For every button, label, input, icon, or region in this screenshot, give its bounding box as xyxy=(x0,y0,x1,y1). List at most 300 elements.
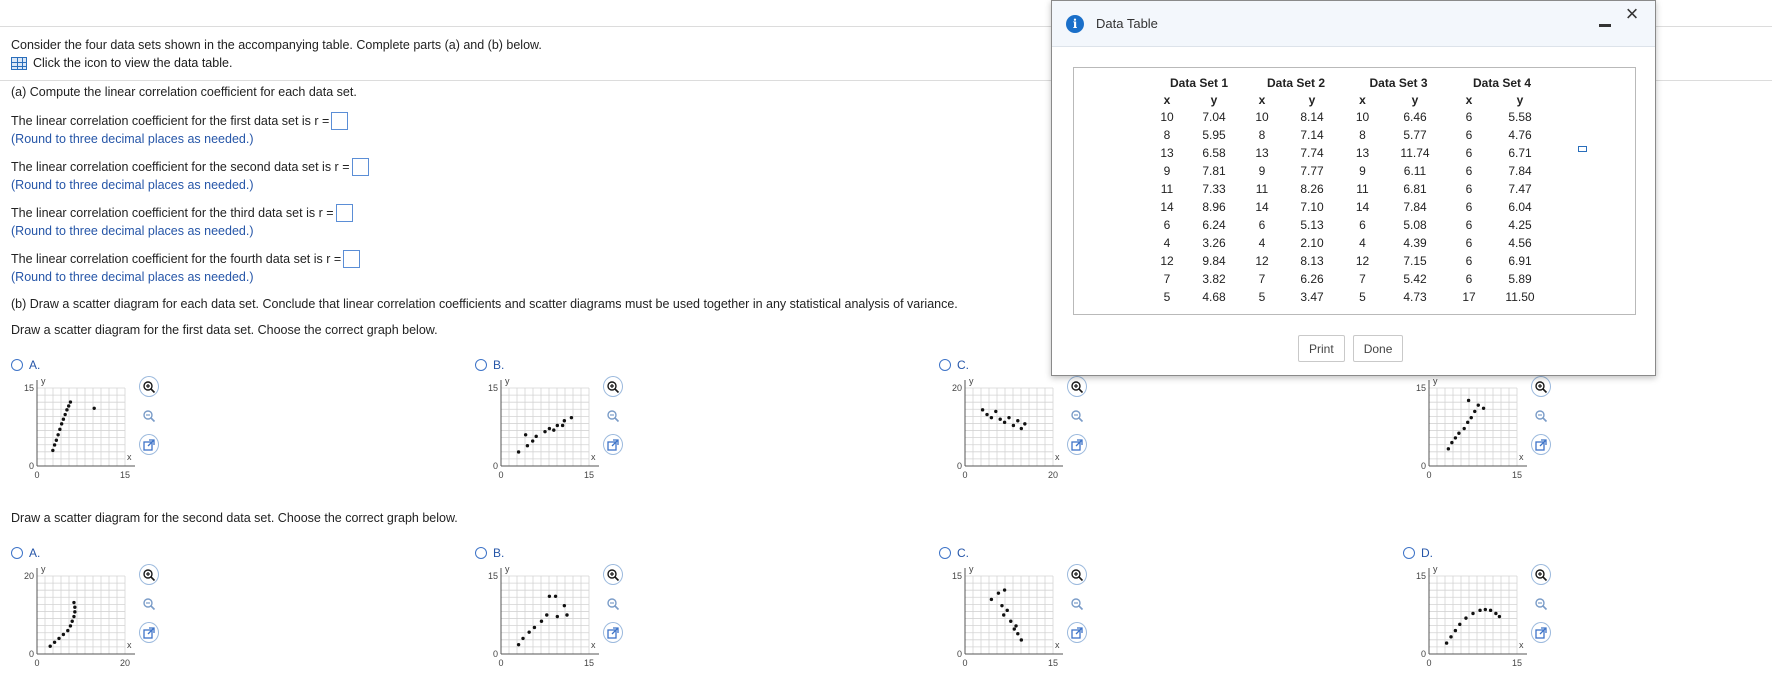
table-cell: 5.89 xyxy=(1508,272,1532,286)
column-header: y xyxy=(1308,92,1316,107)
table-cell: 7.15 xyxy=(1403,254,1427,268)
data-point xyxy=(1014,624,1017,627)
open-graph-button[interactable] xyxy=(603,622,623,643)
answer-input-3[interactable] xyxy=(336,204,353,222)
set-header-row xyxy=(1152,74,1553,91)
y-axis-label: y xyxy=(969,376,974,386)
data-point xyxy=(556,424,559,427)
table-cell: 7.84 xyxy=(1403,200,1427,214)
graph-tools xyxy=(603,376,623,455)
data-point xyxy=(994,410,997,413)
table-cell: 6 xyxy=(1465,182,1473,196)
table-cell: 4 xyxy=(1258,236,1266,250)
table-cell: 11 xyxy=(1356,182,1369,196)
data-point xyxy=(1454,436,1457,439)
x-axis-label: x xyxy=(127,452,132,462)
zoom-in-button[interactable] xyxy=(139,376,159,397)
table-cell: 8.14 xyxy=(1300,110,1324,124)
option-label[interactable] xyxy=(11,546,40,560)
radio-button[interactable] xyxy=(11,547,23,559)
open-external-icon xyxy=(1534,438,1548,452)
y-zero-label: 0 xyxy=(492,461,498,471)
table-cell: 11 xyxy=(1160,182,1174,196)
table-cell: 4.68 xyxy=(1202,290,1226,304)
table-cell: 6 xyxy=(1465,128,1473,142)
option-letter[interactable]: D. xyxy=(1421,546,1433,560)
y-zero-label: 0 xyxy=(956,649,962,659)
table-cell: 11 xyxy=(1255,182,1269,196)
option-label[interactable] xyxy=(11,358,40,372)
hint-3: (Round to three decimal places as needed.) xyxy=(11,224,254,238)
table-row xyxy=(1152,252,1553,270)
graph-tools xyxy=(1531,564,1551,643)
data-point xyxy=(526,444,529,447)
open-graph-button[interactable] xyxy=(1067,622,1087,643)
zoom-in-icon xyxy=(142,568,156,582)
table-cell: 6.71 xyxy=(1508,146,1532,160)
zoom-in-button[interactable] xyxy=(603,564,623,585)
x-max-label: 15 xyxy=(1511,470,1523,480)
set-header: Data Set 4 xyxy=(1472,75,1532,90)
table-cell: 5 xyxy=(1163,290,1171,304)
zoom-out-icon xyxy=(1534,597,1548,611)
column-header: x xyxy=(1258,92,1266,107)
table-cell: 13 xyxy=(1355,146,1370,160)
zoom-in-icon xyxy=(1534,568,1548,582)
option-letter[interactable]: C. xyxy=(957,358,969,372)
table-cell: 8 xyxy=(1258,128,1266,142)
table-icon[interactable] xyxy=(11,57,27,70)
data-point xyxy=(72,601,75,604)
option-label[interactable] xyxy=(475,546,504,560)
graph-option[interactable] xyxy=(1403,546,1524,668)
open-external-icon xyxy=(1070,438,1084,452)
graph-option[interactable] xyxy=(939,546,1060,668)
data-point xyxy=(524,433,527,436)
table-cell: 3.26 xyxy=(1202,236,1226,250)
zoom-in-icon xyxy=(142,380,156,394)
scatter-plot xyxy=(939,564,1079,674)
data-table xyxy=(1152,74,1553,306)
table-cell: 9 xyxy=(1359,164,1366,178)
radio-button[interactable] xyxy=(475,547,487,559)
data-point xyxy=(55,439,58,442)
data-point xyxy=(985,413,988,416)
zoom-in-button[interactable] xyxy=(1067,564,1087,585)
data-point xyxy=(1470,416,1473,419)
graph-tools xyxy=(1067,376,1087,455)
data-point xyxy=(527,630,530,633)
table-cell: 6 xyxy=(1465,164,1473,178)
option-label[interactable] xyxy=(939,358,969,372)
dialog-actions xyxy=(1298,335,1403,362)
open-graph-button[interactable] xyxy=(603,434,623,455)
data-point xyxy=(1003,421,1006,424)
y-axis-label: y xyxy=(41,564,46,574)
x-zero-label: 0 xyxy=(34,658,40,668)
column-header-row xyxy=(1152,91,1553,108)
radio-button[interactable] xyxy=(939,359,951,371)
data-point xyxy=(1484,608,1487,611)
data-point xyxy=(997,591,1000,594)
data-table-dialog xyxy=(1051,0,1656,376)
table-cell: 9 xyxy=(1163,164,1171,178)
zoom-out-icon xyxy=(1070,597,1084,611)
table-cell: 4 xyxy=(1359,236,1366,250)
data-point xyxy=(1012,424,1015,427)
y-zero-label: 0 xyxy=(28,461,34,471)
data-point xyxy=(1489,609,1492,612)
data-point xyxy=(1016,632,1019,635)
graph-option[interactable] xyxy=(939,358,1060,480)
table-cell: 6.58 xyxy=(1202,146,1226,160)
table-cell: 6 xyxy=(1465,236,1473,250)
table-cell: 5.95 xyxy=(1202,128,1226,142)
open-external-icon xyxy=(142,626,156,640)
data-point xyxy=(1450,441,1453,444)
data-point xyxy=(1457,432,1460,435)
data-point xyxy=(540,620,543,623)
table-cell: 5.13 xyxy=(1300,218,1324,232)
zoom-out-icon xyxy=(606,409,620,423)
data-point xyxy=(1020,427,1023,430)
data-point xyxy=(93,407,96,410)
data-point xyxy=(1464,616,1467,619)
data-point xyxy=(62,633,65,636)
data-table-link[interactable] xyxy=(11,54,542,72)
data-point xyxy=(981,408,984,411)
table-cell: 3.47 xyxy=(1300,290,1324,304)
data-point xyxy=(570,416,573,419)
open-graph-button[interactable] xyxy=(139,434,159,455)
data-point xyxy=(535,435,538,438)
data-point xyxy=(1466,421,1469,424)
radio-button[interactable] xyxy=(1403,547,1415,559)
open-graph-button[interactable] xyxy=(1531,434,1551,455)
statement-3: The linear correlation coefficient for the third data set is r = xyxy=(11,206,334,220)
radio-button[interactable] xyxy=(475,359,487,371)
x-axis-label: x xyxy=(591,640,596,650)
data-point xyxy=(1447,447,1450,450)
part-a-item-4 xyxy=(11,250,360,286)
y-max-label: 15 xyxy=(487,383,498,393)
table-cell: 7.47 xyxy=(1508,182,1532,196)
zoom-out-button[interactable] xyxy=(1067,593,1087,614)
data-point xyxy=(1454,629,1457,632)
scatter-plot xyxy=(475,564,615,674)
data-point xyxy=(548,427,551,430)
table-cell: 7.77 xyxy=(1300,164,1324,178)
y-axis-label: y xyxy=(1433,376,1438,386)
open-external-icon xyxy=(1534,626,1548,640)
statement-4: The linear correlation coefficient for the fourth data set is r = xyxy=(11,252,342,266)
data-point xyxy=(565,613,568,616)
data-point xyxy=(1471,612,1474,615)
graph-option[interactable] xyxy=(11,358,132,480)
table-row xyxy=(1152,216,1553,234)
graph-option[interactable] xyxy=(475,358,596,480)
table-cell: 7 xyxy=(1163,272,1171,286)
data-table-frame xyxy=(1073,67,1636,315)
table-cell: 6.24 xyxy=(1202,218,1226,232)
minimize-button[interactable] xyxy=(1597,11,1613,27)
data-point xyxy=(552,428,555,431)
x-axis-label: x xyxy=(1519,452,1524,462)
table-cell: 6 xyxy=(1465,110,1473,124)
radio-button[interactable] xyxy=(11,359,23,371)
question-header xyxy=(11,36,542,72)
table-row xyxy=(1152,126,1553,144)
y-zero-label: 0 xyxy=(956,461,962,471)
dialog-header xyxy=(1052,1,1655,47)
x-axis-label: x xyxy=(1055,452,1060,462)
data-point xyxy=(51,449,54,452)
data-point xyxy=(543,430,546,433)
open-external-icon xyxy=(606,438,620,452)
table-cell: 7.04 xyxy=(1202,110,1226,124)
data-point xyxy=(1007,416,1010,419)
dialog-title: Data Table xyxy=(1096,16,1158,31)
option-letter[interactable]: B. xyxy=(493,358,505,372)
answer-input-4[interactable] xyxy=(343,250,360,268)
table-cell: 6.46 xyxy=(1403,110,1427,124)
data-point xyxy=(1458,623,1461,626)
option-letter[interactable]: A. xyxy=(29,546,41,560)
part-a-heading: (a) Compute the linear correlation coefficient for each data set. xyxy=(11,85,357,99)
x-zero-label: 0 xyxy=(1426,470,1432,480)
table-cell: 6.81 xyxy=(1403,182,1427,196)
table-cell: 6.11 xyxy=(1403,164,1427,178)
table-cell: 7.81 xyxy=(1202,164,1226,178)
data-point xyxy=(56,433,59,436)
copy-table-icon[interactable] xyxy=(1578,146,1587,152)
zoom-in-button[interactable] xyxy=(1531,564,1551,585)
zoom-out-button[interactable] xyxy=(603,593,623,614)
data-point xyxy=(990,416,993,419)
table-cell: 8.13 xyxy=(1300,254,1324,268)
column-header: y xyxy=(1210,92,1218,107)
data-point xyxy=(1016,419,1019,422)
x-max-label: 15 xyxy=(1511,658,1523,668)
table-cell: 6 xyxy=(1359,218,1366,232)
first-graph-prompt: Draw a scatter diagram for the first data set. Choose the correct graph below. xyxy=(11,323,438,337)
part-b-heading: (b) Draw a scatter diagram for each data set. Conclude that linear correlation coefficients and scatter diagrams must be used together in any statistical analysis of variance. xyxy=(11,297,958,311)
column-header: y xyxy=(1411,92,1419,107)
table-cell: 12 xyxy=(1355,254,1370,268)
option-letter[interactable]: A. xyxy=(29,358,41,372)
table-cell: 12 xyxy=(1160,254,1174,268)
table-cell: 5 xyxy=(1258,290,1266,304)
x-axis-label: x xyxy=(1519,640,1524,650)
graph-option[interactable] xyxy=(475,546,596,668)
y-zero-label: 0 xyxy=(28,649,34,659)
table-cell: 8.26 xyxy=(1300,182,1324,196)
y-max-label: 20 xyxy=(23,571,34,581)
zoom-in-icon xyxy=(1070,568,1084,582)
table-cell: 10 xyxy=(1160,110,1174,124)
scatter-plot xyxy=(939,376,1079,486)
print-button[interactable]: Print xyxy=(1298,335,1345,362)
data-point xyxy=(1023,422,1026,425)
data-point xyxy=(548,595,551,598)
table-cell: 2.10 xyxy=(1300,236,1324,250)
data-point xyxy=(563,419,566,422)
answer-input-1[interactable] xyxy=(331,112,348,130)
scatter-plot xyxy=(1403,564,1543,674)
data-point xyxy=(73,606,76,609)
zoom-out-button[interactable] xyxy=(1067,405,1087,426)
table-cell: 6 xyxy=(1258,218,1266,232)
x-axis-label: x xyxy=(127,640,132,650)
table-cell: 6 xyxy=(1465,218,1473,232)
data-point xyxy=(72,615,75,618)
open-external-icon xyxy=(142,438,156,452)
open-graph-button[interactable] xyxy=(139,622,159,643)
data-point xyxy=(1002,613,1005,616)
graph-tools xyxy=(1531,376,1551,455)
data-point xyxy=(57,637,60,640)
zoom-out-icon xyxy=(606,597,620,611)
data-point xyxy=(1020,638,1023,641)
hint-2: (Round to three decimal places as needed.) xyxy=(11,178,254,192)
table-cell: 14 xyxy=(1255,200,1269,214)
y-zero-label: 0 xyxy=(1420,649,1426,659)
data-table-link-label[interactable]: Click the icon to view the data table. xyxy=(33,56,233,70)
graph-tools xyxy=(1067,564,1087,643)
scatter-plot xyxy=(11,564,151,674)
answer-input-2[interactable] xyxy=(352,158,369,176)
close-button[interactable] xyxy=(1622,1,1642,26)
data-point xyxy=(563,604,566,607)
x-zero-label: 0 xyxy=(498,658,504,668)
y-axis-label: y xyxy=(505,376,510,386)
table-row xyxy=(1152,198,1553,216)
zoom-in-button[interactable] xyxy=(1531,376,1551,397)
statement-1: The linear correlation coefficient for the first data set is r = xyxy=(11,114,330,128)
zoom-in-button[interactable] xyxy=(1067,376,1087,397)
graph-tools xyxy=(139,564,159,643)
zoom-in-icon xyxy=(606,568,620,582)
scatter-plot xyxy=(11,376,151,486)
table-cell: 14 xyxy=(1160,200,1174,214)
option-letter[interactable]: C. xyxy=(957,546,969,560)
zoom-in-button[interactable] xyxy=(139,564,159,585)
table-cell: 9 xyxy=(1258,164,1266,178)
table-cell: 6 xyxy=(1465,254,1473,268)
graph-option[interactable] xyxy=(11,546,132,668)
data-point xyxy=(65,408,68,411)
open-graph-button[interactable] xyxy=(1067,434,1087,455)
y-axis-label: y xyxy=(505,564,510,574)
table-cell: 6 xyxy=(1163,218,1171,232)
data-point xyxy=(58,428,61,431)
zoom-in-button[interactable] xyxy=(603,376,623,397)
table-cell: 7.33 xyxy=(1202,182,1226,196)
column-header: y xyxy=(1516,92,1524,107)
open-external-icon xyxy=(1070,626,1084,640)
data-point xyxy=(554,595,557,598)
data-point xyxy=(66,629,69,632)
open-graph-button[interactable] xyxy=(1531,622,1551,643)
zoom-out-icon xyxy=(142,409,156,423)
data-point xyxy=(999,418,1002,421)
zoom-out-button[interactable] xyxy=(1531,593,1551,614)
x-zero-label: 0 xyxy=(498,470,504,480)
data-point xyxy=(1477,403,1480,406)
x-zero-label: 0 xyxy=(1426,658,1432,668)
data-point xyxy=(1445,641,1448,644)
y-axis-label: y xyxy=(41,376,46,386)
table-cell: 6 xyxy=(1465,272,1473,286)
table-cell: 6.26 xyxy=(1300,272,1324,286)
table-cell: 7 xyxy=(1359,272,1366,286)
table-cell: 4 xyxy=(1163,236,1171,250)
option-label[interactable] xyxy=(475,358,504,372)
table-cell: 13 xyxy=(1255,146,1269,160)
set-header: Data Set 2 xyxy=(1266,75,1326,90)
table-cell: 7.14 xyxy=(1300,128,1324,142)
y-zero-label: 0 xyxy=(492,649,498,659)
x-max-label: 15 xyxy=(1047,658,1059,668)
info-icon: i xyxy=(1066,15,1084,33)
option-label[interactable] xyxy=(939,546,969,560)
table-row xyxy=(1152,180,1553,198)
table-cell: 6.91 xyxy=(1508,254,1532,268)
table-row xyxy=(1152,144,1553,162)
zoom-in-icon xyxy=(1534,380,1548,394)
zoom-out-button[interactable] xyxy=(603,405,623,426)
zoom-out-button[interactable] xyxy=(139,593,159,614)
x-max-label: 15 xyxy=(583,470,595,480)
zoom-in-icon xyxy=(1070,380,1084,394)
y-max-label: 15 xyxy=(951,571,962,581)
y-max-label: 15 xyxy=(1415,383,1426,393)
option-letter[interactable]: B. xyxy=(493,546,505,560)
statement-2: The linear correlation coefficient for the second data set is r = xyxy=(11,160,350,174)
y-axis-label: y xyxy=(1433,564,1438,574)
option-label[interactable] xyxy=(1403,546,1433,560)
data-point xyxy=(67,404,70,407)
close-icon: × xyxy=(1625,1,1639,26)
x-max-label: 20 xyxy=(1047,470,1059,480)
table-cell: 8 xyxy=(1359,128,1366,142)
y-zero-label: 0 xyxy=(1420,461,1426,471)
done-button[interactable]: Done xyxy=(1353,335,1404,362)
table-cell: 8 xyxy=(1163,128,1171,142)
x-axis-label: x xyxy=(1055,640,1060,650)
zoom-out-button[interactable] xyxy=(139,405,159,426)
zoom-out-button[interactable] xyxy=(1531,405,1551,426)
data-point xyxy=(49,645,52,648)
table-cell: 8.96 xyxy=(1202,200,1226,214)
x-zero-label: 0 xyxy=(962,470,968,480)
data-point xyxy=(1473,410,1476,413)
table-cell: 11.50 xyxy=(1505,290,1535,304)
table-cell: 5.58 xyxy=(1508,110,1532,124)
table-cell: 6 xyxy=(1465,146,1473,160)
data-point xyxy=(533,626,536,629)
table-cell: 7.10 xyxy=(1300,200,1324,214)
table-cell: 5.08 xyxy=(1403,218,1427,232)
table-cell: 5.42 xyxy=(1403,272,1427,286)
part-a-item-3 xyxy=(11,204,353,240)
radio-button[interactable] xyxy=(939,547,951,559)
zoom-in-icon xyxy=(606,380,620,394)
data-point xyxy=(1000,604,1003,607)
data-point xyxy=(1478,609,1481,612)
data-point xyxy=(545,613,548,616)
table-row xyxy=(1152,288,1553,306)
